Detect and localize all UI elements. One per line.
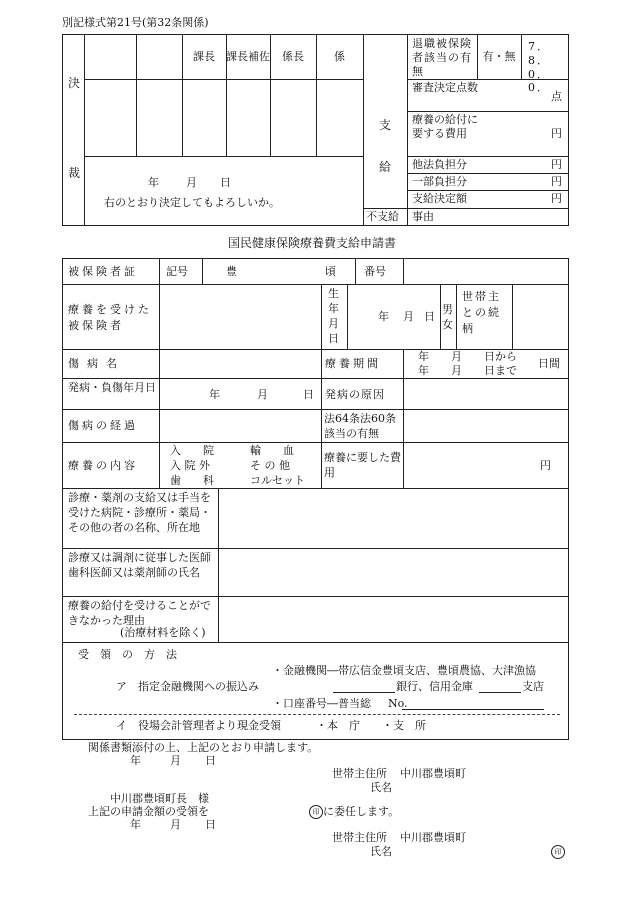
insured-label: 被保険者証 (68, 265, 138, 278)
disease-label: 傷病名 (68, 357, 125, 370)
name-label: 氏名 (370, 781, 392, 794)
birth-char-1: 生 (328, 287, 339, 300)
relation-label: 世帯主との続柄 (462, 290, 501, 335)
option-i[interactable]: イ 役場会計管理者より現金受領 (116, 719, 281, 732)
content-label: 療養の内容 (68, 459, 138, 472)
cost-yen: 円 (540, 459, 551, 472)
birth-year: 年 (378, 310, 389, 323)
benefit-label: 療養の給付に要する費用 (412, 113, 478, 140)
benefit-yen: 円 (551, 127, 562, 140)
seal-mark: 印 (309, 805, 323, 819)
delegate-suffix: に委任します。 (323, 805, 400, 818)
decl-month: 月 (170, 754, 181, 767)
approval-date-month: 月 (186, 176, 197, 189)
decl2-year: 年 (130, 818, 141, 831)
period-to: 年 月 日まで (418, 364, 517, 377)
bank-suffix: 銀行、信用金庫 (396, 680, 473, 693)
option-honcho[interactable]: ・本 庁 (316, 719, 360, 732)
birth-char-3: 月 (328, 317, 339, 330)
content-inpatient: 入 院 (170, 444, 214, 457)
retired-label: 退職被保険者該当の有無 (412, 37, 472, 78)
birth-day: 日 (424, 310, 435, 323)
account-line: ・口座番号―普当総 (272, 697, 371, 710)
name-label-2: 氏名 (370, 845, 392, 858)
patient-label: 療養を受けた被保険者 (68, 303, 152, 332)
option-a[interactable]: ア 指定金融機関への振込み (116, 680, 259, 693)
decl2-day: 日 (205, 818, 216, 831)
shi-label: 支 (379, 118, 392, 132)
reason-note: (治療材料を除く) (120, 626, 206, 639)
sex-male[interactable]: 男 (442, 303, 453, 316)
period-from: 年 月 日から (418, 350, 517, 363)
address-label-2: 世帯主住所 (332, 831, 387, 844)
retired-date: 7．8．0．0． (528, 40, 550, 95)
seal-mark-2: 印 (551, 845, 565, 859)
doctor-label: 診療又は調剤に従事した医師歯科医師又は薬剤師の氏名 (68, 551, 211, 579)
onset-month: 月 (257, 388, 268, 401)
points-unit: 点 (551, 90, 562, 103)
content-other: そ の 他 (250, 459, 290, 472)
content-outpatient: 入 院 外 (170, 459, 210, 472)
no-pay-label: 不支給 (366, 210, 399, 223)
approval-date-day: 日 (220, 176, 231, 189)
content-corset: コルセット (250, 474, 305, 487)
points-label: 審査決定点数 (412, 81, 478, 94)
kyu-label: 給 (379, 160, 392, 174)
approval-date-year: 年 (148, 176, 159, 189)
ketsu-label: 決 (68, 76, 81, 90)
decl2-month: 月 (170, 818, 181, 831)
role-kacho: 課長 (193, 50, 215, 63)
course-label: 傷病の経過 (68, 419, 138, 432)
reason-label-text: 療養の給付を受けることができなかった理由 (68, 599, 211, 627)
address-value: 中川郡豊頃町 (400, 767, 466, 780)
onset-label: 発病・負傷年月日 (68, 381, 156, 394)
retired-value: 有・無 (482, 50, 516, 63)
content-transfusion: 輸 血 (250, 444, 294, 457)
law-label: 法64条法60条該当の有無 (324, 412, 396, 440)
receipt-title: 受 領 の 方 法 (78, 648, 177, 661)
decl-year: 年 (130, 754, 141, 767)
reason-label: 事由 (412, 210, 434, 223)
role-kakari: 係 (334, 50, 345, 63)
period-label: 療養期間 (325, 357, 381, 370)
insured-bango: 番号 (364, 265, 386, 278)
other-law-label: 他法負担分 (412, 158, 467, 171)
decl-day: 日 (205, 754, 216, 767)
period-days: 日間 (538, 357, 560, 370)
declaration-text: 関係書類添付の上、上記のとおり申請します。 (88, 741, 319, 754)
birth-char-2: 年 (328, 302, 339, 315)
decided-yen: 円 (551, 192, 562, 205)
decided-label: 支給決定額 (412, 192, 467, 205)
role-kakaricho: 係長 (282, 50, 304, 63)
insured-koro: 頃 (325, 265, 336, 278)
birth-month: 月 (403, 310, 414, 323)
account-no: No. (388, 697, 408, 710)
insured-toyo: 豊 (226, 265, 237, 278)
sex-female[interactable]: 女 (442, 318, 453, 331)
role-kacho-hosa: 課長補佐 (226, 50, 270, 63)
sai-label: 裁 (68, 166, 81, 180)
option-shisho[interactable]: ・支 所 (382, 719, 426, 732)
onset-year: 年 (209, 388, 220, 401)
other-law-yen: 円 (551, 158, 562, 171)
partial-label: 一部負担分 (412, 175, 467, 188)
mayor-address: 中川郡豊頃町長 様 (110, 792, 209, 805)
content-dental: 歯 科 (170, 474, 214, 487)
address-label: 世帯主住所 (332, 767, 387, 780)
bank-line: ・金融機関―帯広信金豊頃支店、豊頃農協、大津漁協 (272, 664, 536, 677)
cause-label: 発病の原因 (325, 388, 385, 401)
branch-suffix: 支店 (522, 680, 544, 693)
cost-label: 療養に要した費用 (324, 451, 401, 479)
onset-day: 日 (303, 388, 314, 401)
form-number: 別記様式第21号(第32条関係) (62, 16, 209, 29)
approval-confirm-text: 右のとおり決定してもよろしいか。 (104, 196, 280, 209)
delegate-text: 上記の申請金額の受領を (88, 805, 209, 818)
insured-kigo: 記号 (166, 265, 188, 278)
partial-yen: 円 (551, 175, 562, 188)
address-value-2: 中川郡豊頃町 (400, 831, 466, 844)
hospital-label: 診療・薬剤の支給又は手当を受けた病院・診療所・薬局・その他の者の名称、所在地 (68, 491, 211, 534)
page-title: 国民健康保険療養費支給申請書 (228, 236, 397, 250)
birth-char-4: 日 (328, 332, 339, 345)
